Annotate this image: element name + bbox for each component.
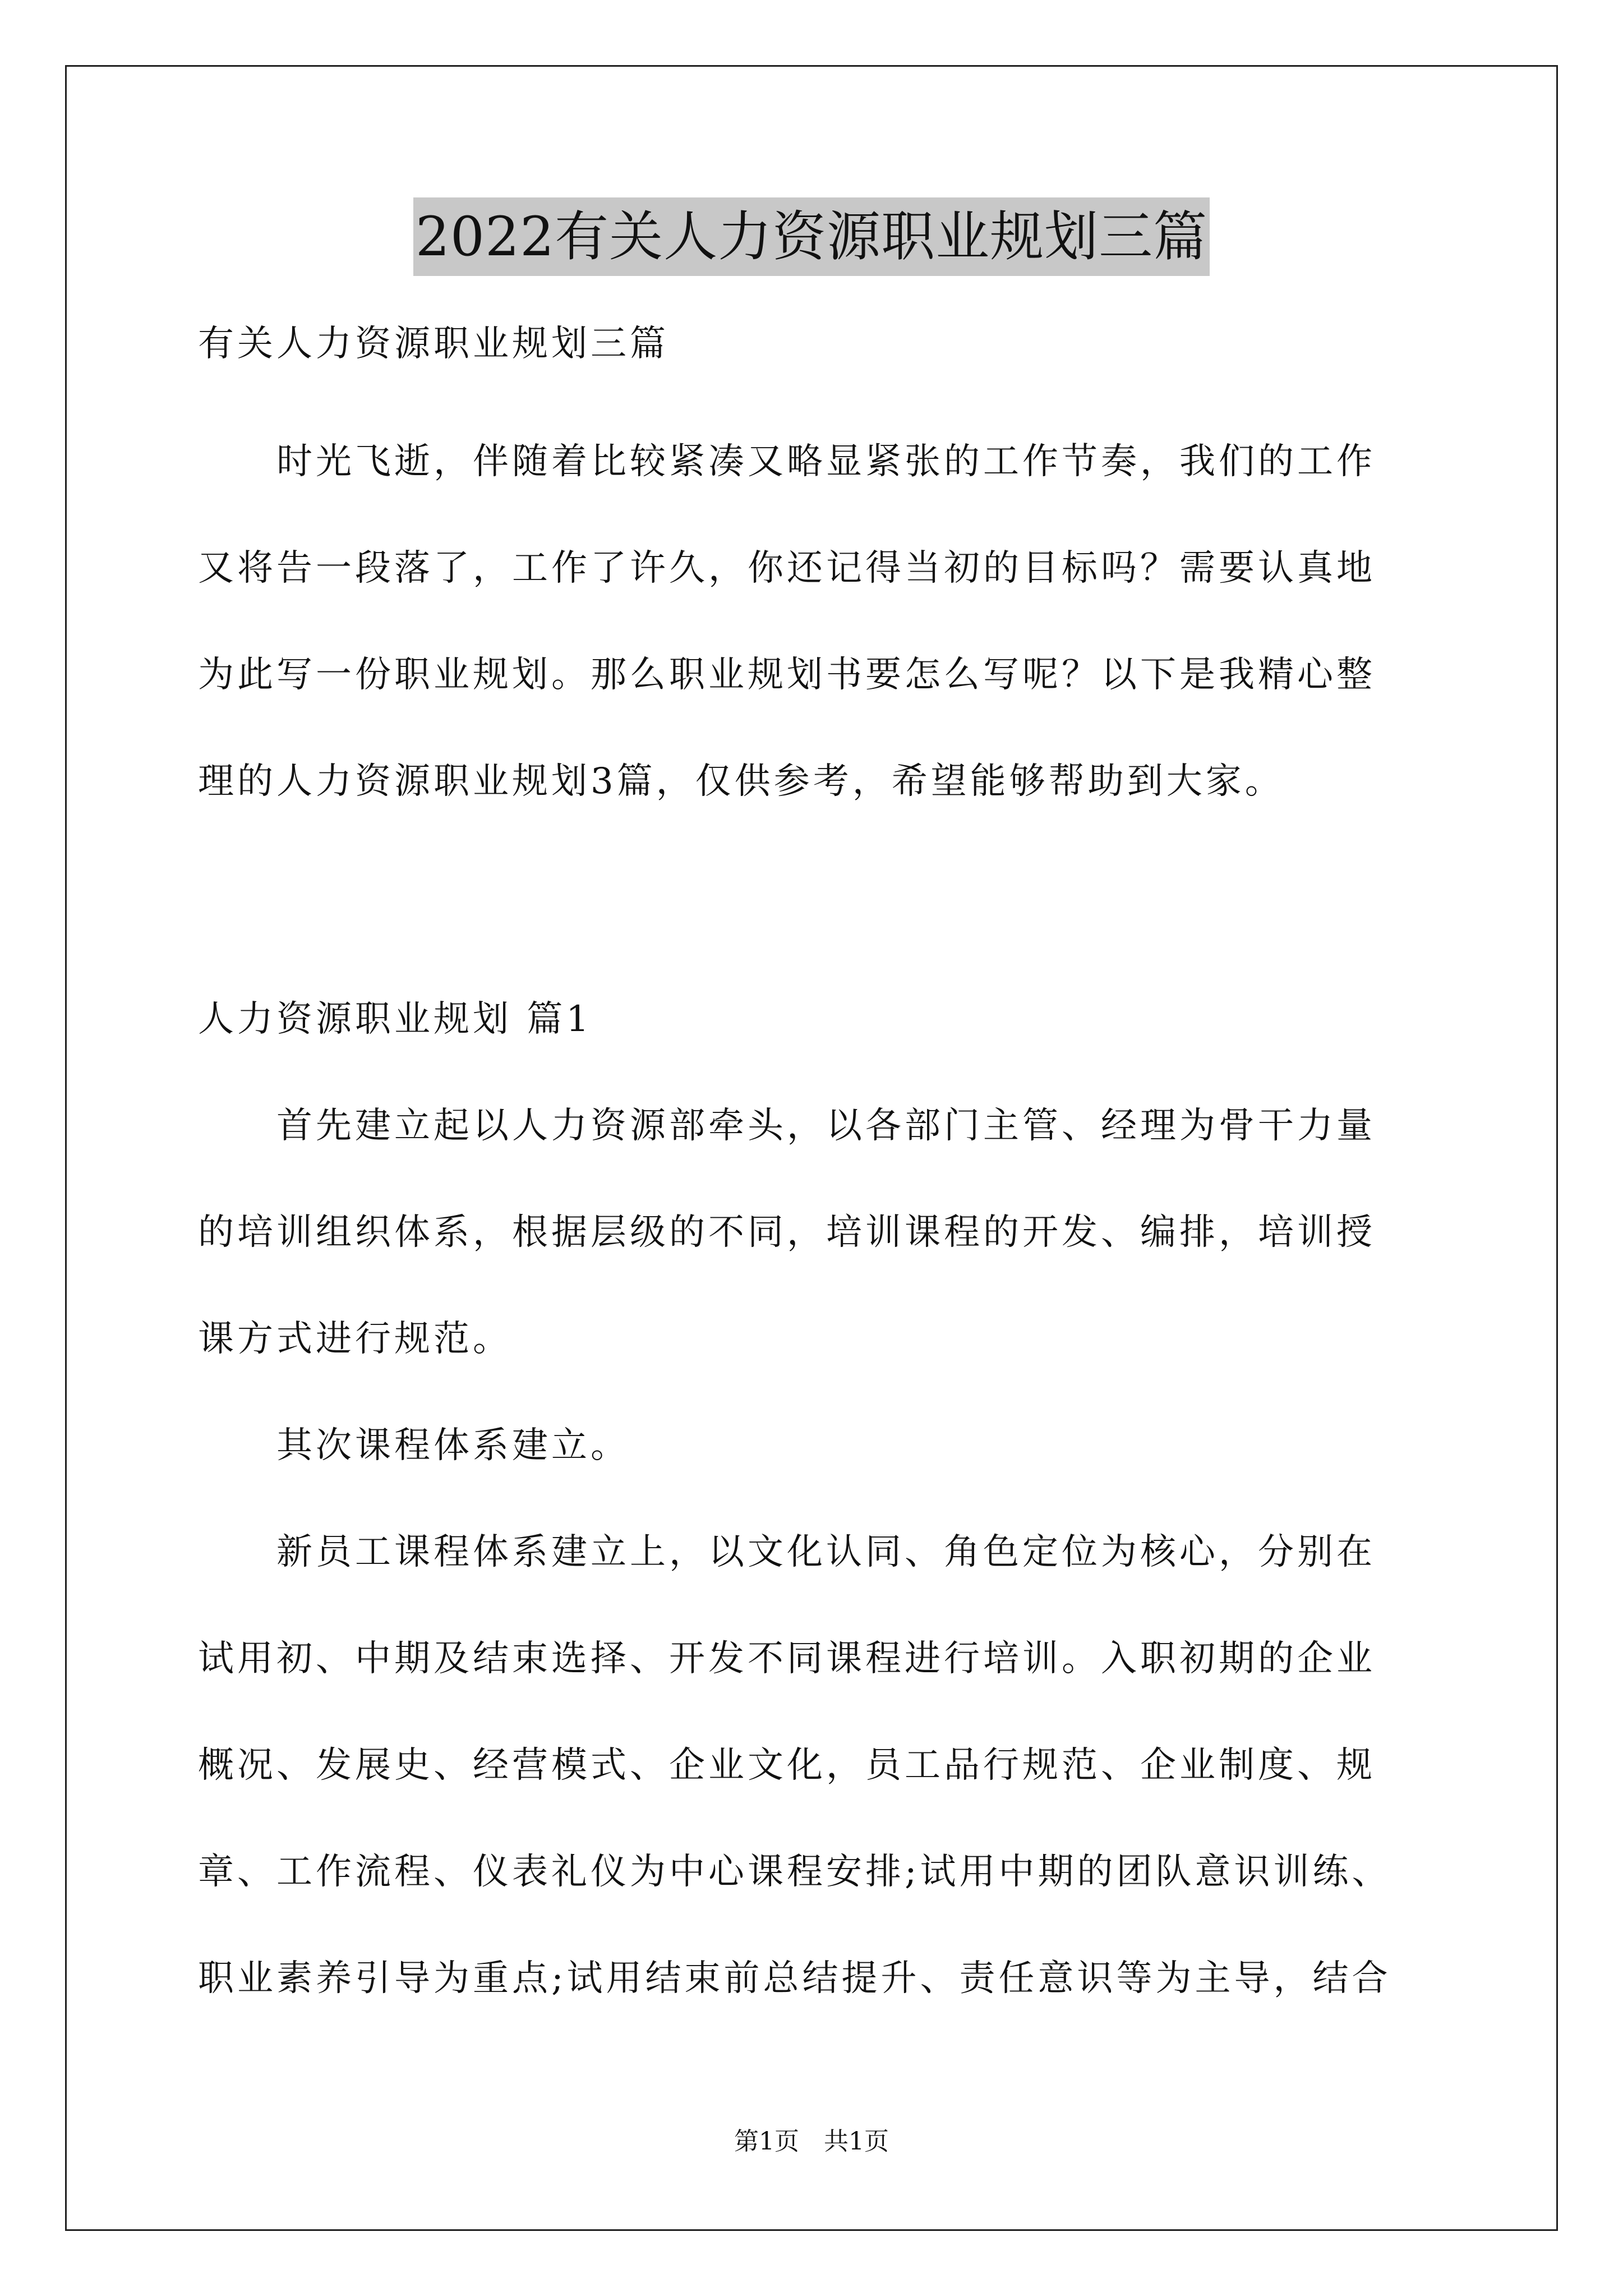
paragraph-line: 又将告一段落了，工作了许久，你还记得当初的目标吗？需要认真地 [198,547,1376,589]
paragraph-line: 概况、发展史、经营模式、企业文化，员工品行规范、企业制度、规 [198,1745,1376,1786]
title-container [0,197,1623,276]
paragraph-line: 其次课程体系建立。 [198,1425,630,1466]
paragraph-line: 课方式进行规范。 [198,1318,512,1360]
paragraph-line: 为此写一份职业规划。那么职业规划书要怎么写呢？以下是我精心整 [198,654,1376,696]
paragraph-line: 职业素养引导为重点;试用结束前总结提升、责任意识等为主导，结合 [198,1958,1391,1999]
paragraph-line: 试用初、中期及结束选择、开发不同课程进行培训。入职初期的企业 [198,1638,1376,1680]
paragraph-line: 理的人力资源职业规划3篇，仅供参考，希望能够帮助到大家。 [198,761,1284,802]
subtitle-line: 有关人力资源职业规划三篇 [198,323,669,365]
paragraph-line: 的培训组织体系，根据层级的不同，培训课程的开发、编排，培训授 [198,1212,1376,1253]
page-footer: 第1页 共1页 [734,2127,889,2156]
paragraph-line: 章、工作流程、仪表礼仪为中心课程安排;试用中期的团队意识训练、 [198,1851,1391,1893]
section-heading: 人力资源职业规划 篇1 [198,999,593,1040]
paragraph-line: 首先建立起以人力资源部牵头，以各部门主管、经理为骨干力量 [198,1105,1376,1147]
paragraph-line: 新员工课程体系建立上，以文化认同、角色定位为核心，分别在 [198,1531,1376,1573]
document-title: 2022有关人力资源职业规划三篇 [413,197,1210,276]
paragraph-line: 时光飞逝，伴随着比较紧凑又略显紧张的工作节奏，我们的工作 [198,441,1376,482]
